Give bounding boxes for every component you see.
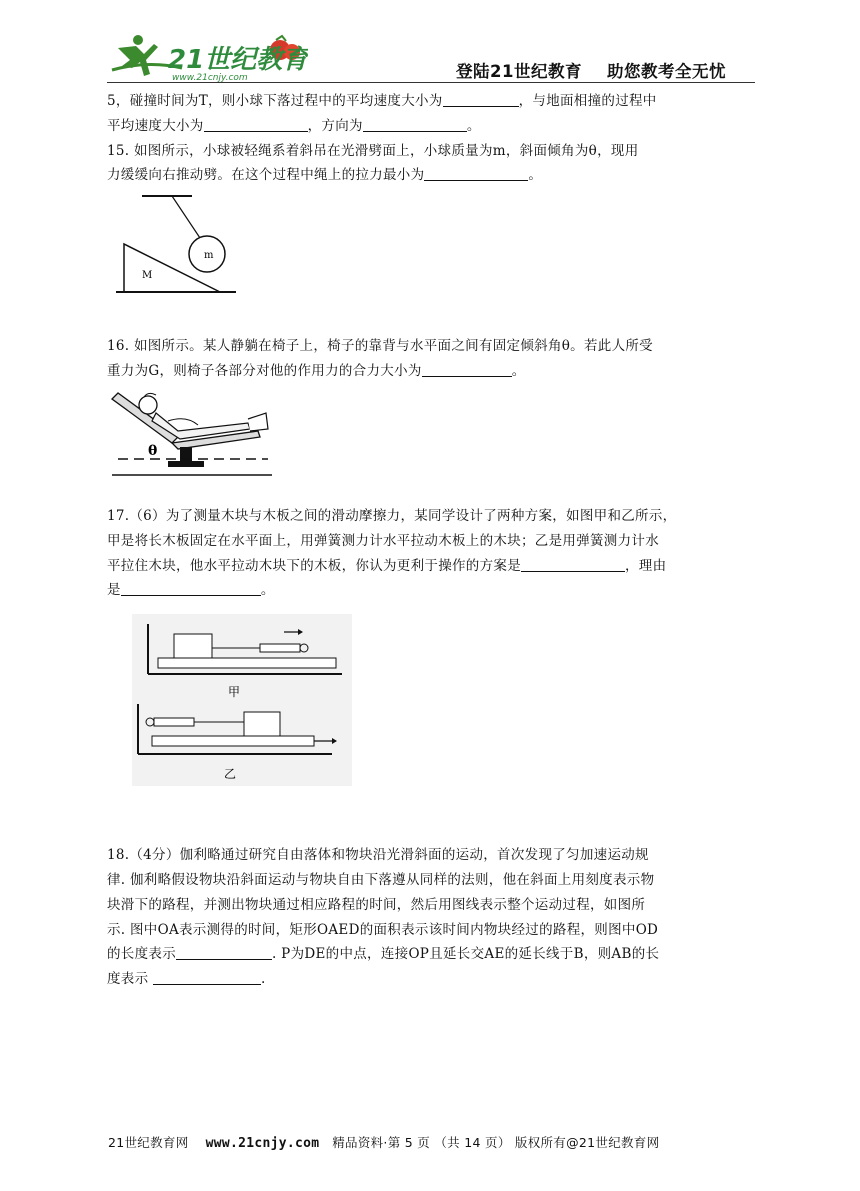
q15-line1: 15. 如图所示，小球被轻绳系着斜吊在光滑劈面上，小球质量为m，斜面倾角为θ，现用 bbox=[107, 143, 639, 159]
answer-blank[interactable] bbox=[121, 581, 261, 596]
answer-blank[interactable] bbox=[424, 166, 528, 181]
header-slogan: 登陆21世纪教育 助您教考全无忧 bbox=[456, 62, 726, 81]
q18-line3: 块滑下的路程，并测出物块通过相应路程的时间，然后用图线表示整个运动过程，如图所 bbox=[107, 897, 646, 913]
q14-text-c: 平均速度大小为 bbox=[107, 118, 204, 134]
q14-text-b: ，与地面相撞的过程中 bbox=[518, 93, 657, 109]
q18-text-d: . bbox=[261, 971, 266, 987]
header-divider bbox=[107, 82, 755, 83]
answer-blank[interactable] bbox=[422, 362, 512, 377]
fig-label-yi: 乙 bbox=[224, 767, 237, 781]
q18-line1: 18.（4分）伽利略通过研究自由落体和物块沿光滑斜面的运动，首次发现了匀加速运动规 bbox=[107, 847, 649, 863]
q17-text-a: 平拉住木块，他水平拉动木块下的木板，你认为更利于操作的方案是 bbox=[107, 558, 521, 574]
q16-text-b: 。 bbox=[511, 363, 526, 379]
q15-line2 bbox=[107, 163, 542, 188]
answer-blank[interactable] bbox=[204, 117, 308, 132]
q17-text-d: 。 bbox=[260, 582, 275, 598]
q18-line5 bbox=[107, 942, 659, 967]
footer-page-info: 精品资料·第 5 页 （共 14 页） 版权所有@21世纪教育网 bbox=[332, 1135, 660, 1150]
answer-blank[interactable] bbox=[521, 557, 625, 572]
q16-chair-figure bbox=[108, 385, 276, 481]
q17-friction-figure bbox=[132, 614, 352, 790]
q17-line1: 17.（6）为了测量木块与木板之间的滑动摩擦力，某同学设计了两种方案，如图甲和乙所示， bbox=[107, 508, 677, 524]
q18-text-a: 的长度表示 bbox=[107, 946, 176, 962]
q18-line2: 律. 伽利略假设物块沿斜面运动与物块自由下落遵从同样的法则，他在斜面上用刻度表示物 bbox=[107, 872, 655, 888]
ball-label: m bbox=[204, 250, 214, 261]
answer-blank[interactable] bbox=[363, 117, 467, 132]
q17-line3 bbox=[107, 554, 666, 579]
answer-blank[interactable] bbox=[153, 970, 261, 985]
q17-text-c: 是 bbox=[107, 582, 121, 598]
page-footer bbox=[108, 1133, 659, 1151]
q16-text-a: 重力为G，则椅子各部分对他的作用力的合力大小为 bbox=[107, 363, 422, 379]
q18-text-b: . P为DE的中点，连接OP且延长交AE的延长线于B，则AB的长 bbox=[272, 946, 660, 962]
q18-line4: 示. 图中OA表示测得的时间，矩形OAED的面积表示该时间内物块经过的路程，则图中OD bbox=[107, 922, 659, 938]
q18-line6 bbox=[107, 967, 266, 992]
answer-blank[interactable] bbox=[176, 945, 272, 960]
wedge-label: M bbox=[142, 270, 153, 281]
q16-line1: 16. 如图所示。某人静躺在椅子上，椅子的靠背与水平面之间有固定倾斜角θ。若此人所受 bbox=[107, 338, 653, 354]
q14-text-e: 。 bbox=[466, 118, 481, 134]
fig-label-jia: 甲 bbox=[228, 685, 241, 699]
angle-label: θ bbox=[148, 443, 158, 459]
logo-text: 21世纪教育 bbox=[168, 45, 308, 75]
q17-line2: 甲是将长木板固定在水平面上，用弹簧测力计水平拉动木板上的木块；乙是用弹簧测力计水 bbox=[107, 533, 659, 549]
q15-text-a: 力缓缓向右推动劈。在这个过程中绳上的拉力最小为 bbox=[107, 167, 425, 183]
footer-site: 21世纪教育网 bbox=[108, 1135, 189, 1150]
q16-line2 bbox=[107, 359, 526, 384]
q14-text-a: 5，碰撞时间为T，则小球下落过程中的平均速度大小为 bbox=[107, 93, 443, 109]
q17-line4 bbox=[107, 578, 275, 603]
footer-url[interactable]: www.21cnjy.com bbox=[205, 1136, 320, 1151]
logo-url: www.21cnjy.com bbox=[172, 73, 248, 82]
q14-line1 bbox=[107, 89, 657, 114]
answer-blank[interactable] bbox=[443, 92, 519, 107]
q18-text-c: 度表示 bbox=[107, 971, 153, 987]
q17-text-b: ，理由 bbox=[625, 558, 667, 574]
q15-text-b: 。 bbox=[528, 167, 543, 183]
q15-wedge-figure bbox=[112, 192, 242, 302]
q14-line2 bbox=[107, 114, 481, 139]
q14-text-d: ，方向为 bbox=[307, 118, 363, 134]
site-logo[interactable] bbox=[108, 30, 308, 82]
